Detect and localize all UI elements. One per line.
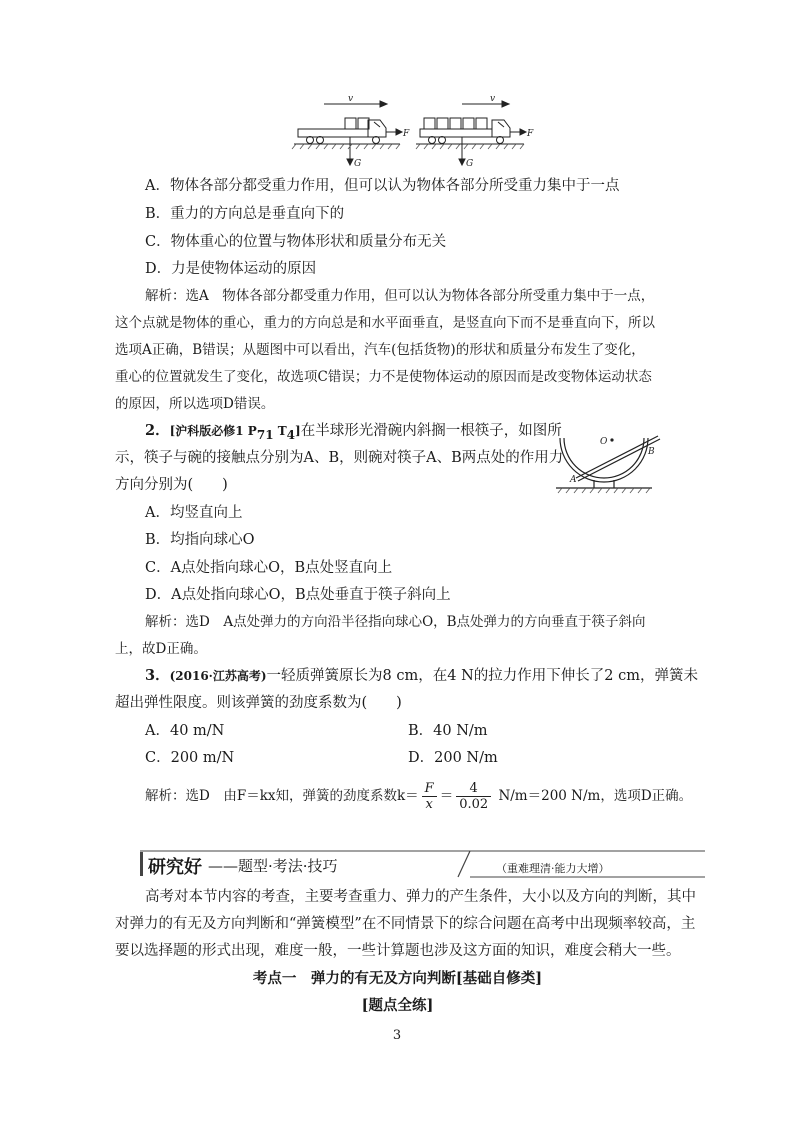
section-intro-line: 对弹力的有无及方向判断和“弹簧模型”在不同情景下的综合问题在高考中出现频率较高，主: [115, 916, 696, 932]
label-F: F: [403, 129, 410, 139]
q2-option-b: B．均指向球心O: [145, 532, 255, 548]
kaodian-heading: 考点一 弹力的有无及方向判断[基础自修类]: [252, 970, 543, 987]
q3-stem-line: 3．(2016·江苏高考)一轻质弹簧原长为8 cm，在4 N的拉力作用下伸长了2 cm，弹簧未: [145, 667, 698, 684]
label-F: F: [527, 129, 534, 139]
label-G: G: [354, 159, 362, 169]
page-number: 3: [392, 1028, 402, 1043]
source-tag: [沪科版必修1 $P_{71}$ $T_4$]: [169, 424, 301, 442]
q2-explanation-line: 上，故D正确。: [115, 641, 207, 657]
q2-explanation-line: 解析：选D A点处弹力的方向沿半径指向球心O，B点处弹力的方向垂直于筷子斜向: [145, 614, 646, 630]
q3-explanation: 解析：选D 由F＝kx知，弹簧的劲度系数k＝ $\frac{F}{x}$ ＝ $\frac{4}{0.02}$ N/m＝200 N/m，选项D正确。: [145, 781, 693, 812]
q2-option-c: C．A点处指向球心O，B点处竖直向上: [145, 560, 393, 576]
q1-option-b: B．重力的方向总是垂直向下的: [145, 206, 345, 222]
tidian-heading: [题点全练]: [361, 997, 434, 1014]
q2-option-a: A．均竖直向上: [145, 505, 243, 521]
q3-option-a: A．40 m/N: [145, 723, 225, 739]
label-v: v: [348, 94, 354, 104]
label-a: A: [570, 475, 577, 485]
q1-explanation-line: 这个点就是物体的重心，重力的方向总是和水平面垂直，是竖直向下而不是垂直向下，所以: [115, 315, 655, 331]
question-number: 2．: [145, 422, 170, 439]
q1-option-d: D．力是使物体运动的原因: [145, 261, 317, 277]
q3-option-b: B．40 N/m: [408, 723, 488, 739]
q1-explanation-line: 的原因，所以选项D错误。: [115, 396, 275, 412]
fraction-4-over-002: $\frac{4}{0.02}$: [456, 781, 491, 812]
q2-stem-line: 方向分别为( ): [115, 477, 228, 493]
question-number: 3．: [145, 667, 170, 684]
section-subtitle: （重难理清·能力大增）: [496, 862, 610, 875]
bowl-chopstick-figure: [548, 418, 663, 498]
q1-explanation-line: 解析：选A 物体各部分都受重力作用，但可以认为物体各部分所受重力集中于一点，: [145, 288, 655, 304]
q2-option-d: D．A点处指向球心O，B点处垂直于筷子斜向上: [145, 587, 451, 603]
q3-option-d: D．200 N/m: [408, 750, 498, 766]
source-tag: (2016·江苏高考): [169, 669, 267, 683]
label-v: v: [490, 94, 496, 104]
q3-option-c: C．200 m/N: [145, 750, 235, 766]
section-title-main: 研究好: [148, 857, 202, 878]
q2-stem-line: 示，筷子与碗的接触点分别为A、B，则碗对筷子A、B两点处的作用力: [115, 450, 564, 466]
label-G: G: [466, 159, 474, 169]
section-title-sub: ——题型·考法·技巧: [208, 857, 338, 875]
fraction-f-over-x: $\frac{F}{x}$: [422, 781, 437, 812]
label-o: O: [600, 437, 608, 447]
label-b: B: [648, 447, 655, 457]
section-intro-line: 高考对本节内容的考查，主要考查重力、弹力的产生条件，大小以及方向的判断，其中: [145, 889, 696, 905]
q3-stem-line: 超出弹性限度。则该弹簧的劲度系数为( ): [115, 695, 402, 711]
q1-option-c: C．物体重心的位置与物体形状和质量分布无关: [145, 234, 447, 250]
section-intro-line: 要以选择题的形式出现，难度一般，一些计算题也涉及这方面的知识，难度会稍大一些。: [115, 943, 681, 959]
q1-option-a: A．物体各部分都受重力作用，但可以认为物体各部分所受重力集中于一点: [145, 178, 620, 194]
q1-explanation-line: 重心的位置就发生了变化，故选项C错误；力不是使物体运动的原因而是改变物体运动状态: [115, 369, 652, 385]
q2-stem-line: 2．[沪科版必修1 $P_{71}$ $T_4$]在半球形光滑碗内斜搁一根筷子，如图所: [145, 422, 562, 442]
center-point: [610, 438, 613, 441]
q1-explanation-line: 选项A正确，B错误；从题图中可以看出，汽车(包括货物)的形状和质量分布发生了变化，: [115, 342, 645, 358]
truck-figure: [290, 92, 540, 172]
